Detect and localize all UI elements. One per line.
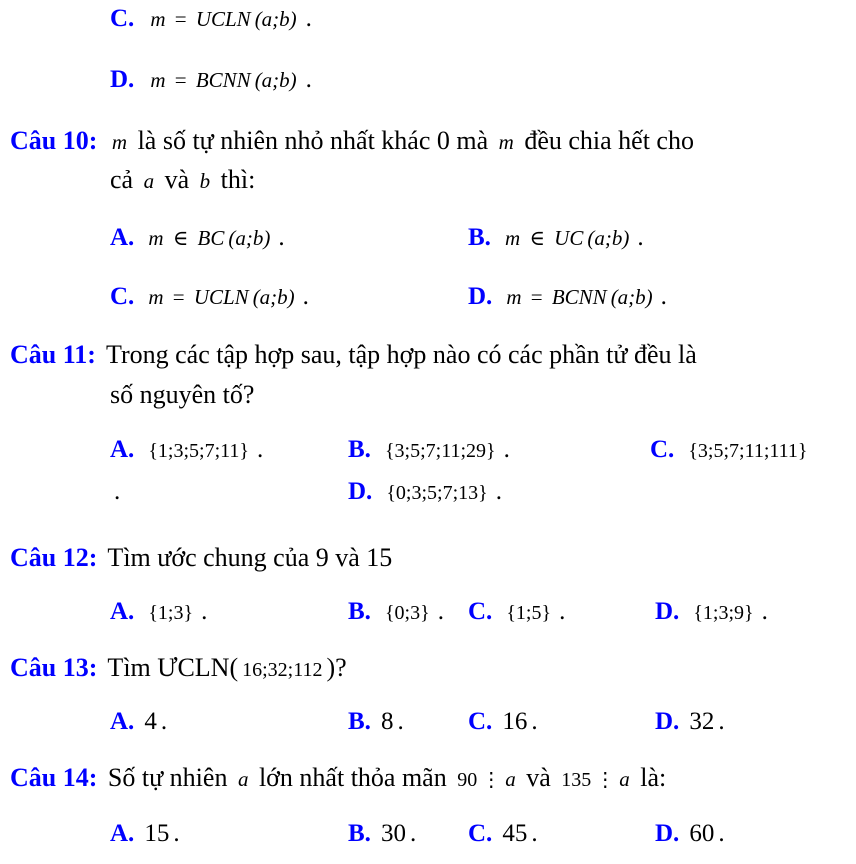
option-period: . bbox=[559, 598, 566, 625]
option-label-b: B. bbox=[348, 820, 371, 847]
option-period: . bbox=[718, 708, 725, 735]
divides-icon: ⋮ bbox=[481, 769, 502, 791]
option-label-d: D. bbox=[655, 598, 680, 625]
question-12-line-1 bbox=[10, 543, 392, 573]
option-set-value: {1;3;9} bbox=[693, 602, 754, 624]
question-var-m: m bbox=[111, 130, 128, 154]
question-number-11: Câu 11: bbox=[10, 340, 96, 369]
option-period: . bbox=[761, 598, 768, 625]
option-expr-arguments: (a;b) bbox=[228, 226, 271, 250]
option-expr-var: m bbox=[150, 68, 166, 92]
question-text: là số tự nhiên nhỏ nhất khác 0 mà bbox=[131, 126, 495, 155]
divisibility-expr-2-number: 135 bbox=[561, 769, 592, 791]
question-number-14: Câu 14: bbox=[10, 763, 98, 792]
question-14-option-d[interactable] bbox=[655, 820, 725, 848]
question-14-option-c[interactable] bbox=[468, 820, 538, 848]
question-number-10: Câu 10: bbox=[10, 126, 98, 155]
question-text: Trong các tập hợp sau, tập hợp nào có các phần tử đều là bbox=[99, 340, 697, 369]
question-12-option-c[interactable] bbox=[468, 598, 565, 626]
question-var-b: b bbox=[199, 169, 211, 193]
option-label-d: D. bbox=[468, 283, 493, 310]
option-label-d: D. bbox=[655, 708, 680, 735]
question-11-option-d[interactable] bbox=[348, 478, 502, 506]
option-label-c: C. bbox=[468, 708, 493, 735]
option-period: . bbox=[397, 708, 404, 735]
option-label-c: C. bbox=[110, 5, 135, 32]
divisibility-expr-1-var: a bbox=[505, 767, 516, 791]
option-expr-var: m bbox=[506, 285, 522, 309]
question-11-option-a[interactable] bbox=[110, 436, 263, 464]
question-var-m2: m bbox=[498, 130, 514, 154]
option-expr-var: m bbox=[504, 226, 521, 250]
option-label-d: D. bbox=[655, 820, 680, 847]
option-value: 16 bbox=[502, 708, 528, 735]
question-text: thì: bbox=[214, 165, 256, 194]
question-14-option-b[interactable] bbox=[348, 820, 416, 848]
option-period: . bbox=[305, 5, 312, 32]
option-expr-relation: ∈ bbox=[524, 226, 551, 250]
option-value: 4 bbox=[144, 708, 157, 735]
option-period: . bbox=[160, 708, 168, 735]
option-expr-arguments: (a;b) bbox=[254, 68, 297, 92]
option-period: . bbox=[302, 283, 309, 310]
question-10-option-c[interactable] bbox=[110, 283, 309, 311]
question-12-option-b[interactable] bbox=[348, 598, 444, 626]
option-label-b: B. bbox=[348, 708, 371, 735]
option-expr-arguments: (a;b) bbox=[252, 285, 295, 309]
question-var-a: a bbox=[143, 169, 155, 193]
option-period: . bbox=[409, 820, 417, 847]
option-expr-function: UCLN bbox=[195, 7, 251, 31]
option-label-c: C. bbox=[468, 598, 493, 625]
option-label-a: A. bbox=[110, 598, 135, 625]
question-number-13: Câu 13: bbox=[10, 653, 98, 682]
option-label-a: A. bbox=[110, 436, 135, 463]
option-set-value: {0;3;5;7;13} bbox=[386, 482, 488, 504]
option-expr-function: BCNN bbox=[551, 285, 607, 309]
option-set-value: {0;3} bbox=[384, 602, 430, 624]
question-10-option-d[interactable] bbox=[468, 283, 667, 311]
question-text: và bbox=[158, 165, 196, 194]
question-14-option-a[interactable] bbox=[110, 820, 180, 848]
option-set-value: {1;5} bbox=[506, 602, 552, 624]
option-label-b: B. bbox=[348, 436, 371, 463]
question-var-a: a bbox=[237, 767, 249, 791]
question-text: lớn nhất thỏa mãn bbox=[252, 763, 454, 792]
option-expr-function: BC bbox=[197, 226, 225, 250]
question-text bbox=[101, 126, 108, 155]
question-10-line-2 bbox=[110, 165, 255, 195]
option-label-a: A. bbox=[110, 820, 135, 847]
divisibility-expr-1-number: 90 bbox=[457, 769, 478, 791]
option-label-d: D. bbox=[110, 66, 135, 93]
question-11-line-1 bbox=[10, 340, 697, 370]
option-value: 15 bbox=[144, 820, 170, 847]
question-11-option-c-wrapped-period bbox=[114, 478, 120, 506]
option-period: . bbox=[201, 598, 208, 625]
divisibility-expr-2-var: a bbox=[619, 767, 630, 791]
question-12-option-d[interactable] bbox=[655, 598, 768, 626]
option-period: . bbox=[503, 436, 510, 463]
option-expr-var: m bbox=[148, 226, 164, 250]
option-label-c: C. bbox=[468, 820, 493, 847]
question-10-option-a[interactable] bbox=[110, 224, 285, 252]
question-13-option-d[interactable] bbox=[655, 708, 725, 736]
option-expr-relation: = bbox=[169, 7, 192, 31]
option-value: 30 bbox=[380, 820, 406, 847]
option-period: . bbox=[531, 708, 538, 735]
option-value: 45 bbox=[502, 820, 528, 847]
question-number-12: Câu 12: bbox=[10, 543, 98, 572]
option-label-d: D. bbox=[348, 478, 373, 505]
option-label-c: C. bbox=[110, 283, 135, 310]
option-expr-var: m bbox=[150, 7, 166, 31]
option-period: . bbox=[718, 820, 725, 847]
option-expr-var: m bbox=[148, 285, 164, 309]
option-label-b: B. bbox=[468, 224, 491, 251]
question-13-option-a[interactable] bbox=[110, 708, 167, 736]
question-13-option-b[interactable] bbox=[348, 708, 404, 736]
option-set-value: {3;5;7;11;29} bbox=[384, 440, 496, 462]
option-period: . bbox=[437, 598, 444, 625]
option-period: . bbox=[257, 436, 264, 463]
option-expr-function: UCLN bbox=[193, 285, 249, 309]
question-11-line-2 bbox=[110, 380, 254, 410]
option-value: 32 bbox=[689, 708, 715, 735]
option-expr-arguments: (a;b) bbox=[610, 285, 653, 309]
option-period: . bbox=[305, 66, 312, 93]
option-set-value: {3;5;7;11;111} bbox=[688, 440, 808, 462]
question-text: Tìm ước chung của 9 và 15 bbox=[101, 543, 393, 572]
question-12-option-a[interactable] bbox=[110, 598, 207, 626]
option-period: . bbox=[114, 478, 121, 505]
question-numbers: 16;32;112 bbox=[242, 659, 323, 681]
divides-icon: ⋮ bbox=[595, 769, 616, 791]
option-period: . bbox=[660, 283, 667, 310]
question-text: cả bbox=[110, 165, 140, 194]
option-expr-relation: ∈ bbox=[167, 226, 194, 250]
question-text: Số tự nhiên bbox=[101, 763, 234, 792]
option-expr-arguments: (a;b) bbox=[587, 226, 630, 250]
question-10-option-b[interactable] bbox=[468, 224, 644, 252]
question-text: Tìm ƯCLN( bbox=[101, 653, 239, 682]
option-expr-relation: = bbox=[169, 68, 192, 92]
question-14-line-1 bbox=[10, 763, 666, 793]
question-13-option-c[interactable] bbox=[468, 708, 538, 736]
option-expr-function: UC bbox=[554, 226, 584, 250]
option-label-c: C. bbox=[650, 436, 675, 463]
option-value: 60 bbox=[689, 820, 715, 847]
option-expr-relation: = bbox=[525, 285, 548, 309]
option-set-value: {1;3} bbox=[148, 602, 194, 624]
question-text: số nguyên tố? bbox=[110, 380, 255, 409]
option-row-orphan-c bbox=[110, 5, 312, 33]
option-value: 8 bbox=[380, 708, 394, 735]
option-expr-function: BCNN bbox=[195, 68, 251, 92]
question-text: là: bbox=[633, 763, 667, 792]
question-13-line-1 bbox=[10, 653, 347, 683]
option-period: . bbox=[531, 820, 538, 847]
option-set-value: {1;3;5;7;11} bbox=[148, 440, 249, 462]
option-period: . bbox=[278, 224, 285, 251]
question-11-option-b[interactable] bbox=[348, 436, 510, 464]
option-row-orphan-d bbox=[110, 66, 312, 94]
option-period: . bbox=[495, 478, 502, 505]
question-text: )? bbox=[326, 653, 347, 682]
option-period: . bbox=[173, 820, 180, 847]
question-text: và bbox=[519, 763, 558, 792]
option-expr-relation: = bbox=[167, 285, 190, 309]
option-label-a: A. bbox=[110, 224, 135, 251]
option-period: . bbox=[637, 224, 644, 251]
option-label-b: B. bbox=[348, 598, 371, 625]
question-11-option-c[interactable] bbox=[650, 436, 808, 464]
option-expr-arguments: (a;b) bbox=[254, 7, 297, 31]
option-label-a: A. bbox=[110, 708, 135, 735]
question-10-line-1 bbox=[10, 126, 694, 156]
question-text: đều chia hết cho bbox=[517, 126, 694, 155]
